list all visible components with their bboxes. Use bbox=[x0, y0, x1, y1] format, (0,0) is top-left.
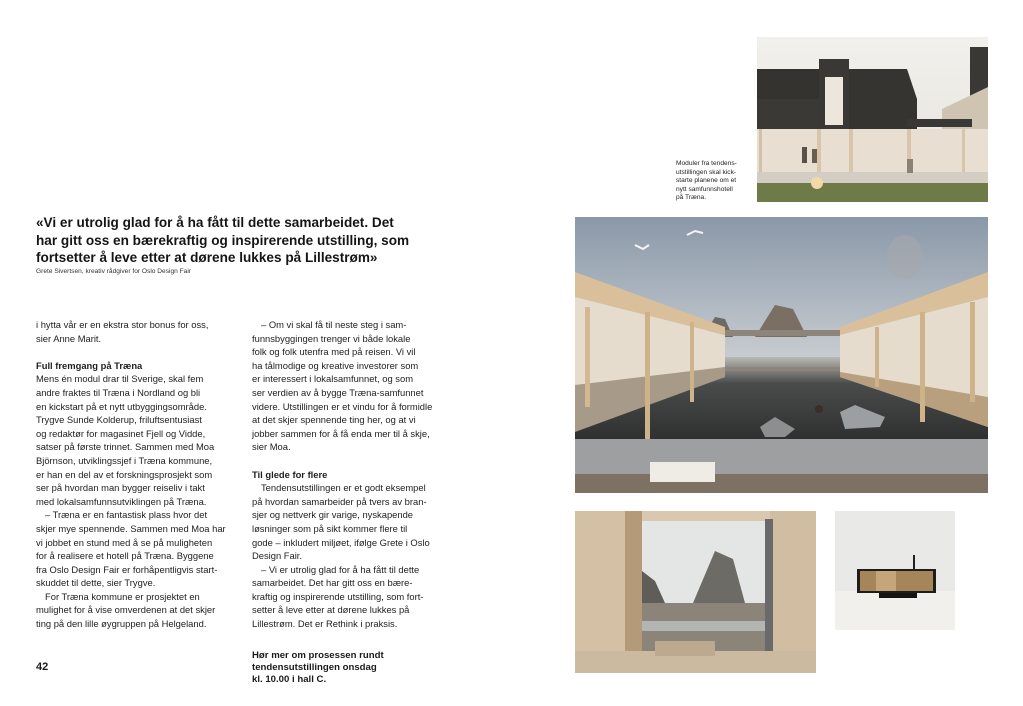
quote-attribution: Grete Sivertsen, kreativ rådgiver for Oslo Design Fair bbox=[36, 268, 192, 275]
text-line: setter å leve etter at dørene lukkes på bbox=[252, 604, 410, 616]
text-line: Mens én modul drar til Sverige, skal fem bbox=[36, 373, 204, 385]
caption-line: utstillingen skal kick- bbox=[676, 168, 737, 176]
text-line: vi jobbet en stund med å se på muligheten bbox=[36, 536, 213, 548]
text-line: gode – inkludert miljøet, ifølge Grete i Oslo bbox=[252, 536, 430, 548]
text-line: i hytta vår er en ekstra stor bonus for oss, bbox=[36, 319, 209, 330]
pull-quote-line: har gitt oss en bærekraftig og inspirerende utstilling, som bbox=[36, 232, 410, 248]
article-column-2 bbox=[252, 318, 457, 631]
text-line: videre. Utstillingen er et vindu for å formidle bbox=[252, 400, 433, 412]
text-line: og redaktør for magasinet Fjell og Vidde, bbox=[36, 427, 206, 439]
text-line: For Træna kommune er prosjektet en bbox=[45, 590, 200, 602]
text-line: funnsbyggingen trenger vi både lokale bbox=[252, 332, 411, 344]
text-line: samarbeidet. Det har gitt oss en bære- bbox=[252, 577, 413, 589]
text-line: ha tålmodige og kreative investorer som bbox=[252, 359, 419, 371]
callout-line: kl. 10.00 i hall C. bbox=[252, 674, 327, 686]
pull-quote bbox=[36, 214, 416, 267]
text-line: ting på den lille øygruppen på Helgeland. bbox=[36, 618, 207, 630]
section-heading: Til glede for flere bbox=[252, 468, 328, 480]
text-line: at det skjer spennende ting her, og at vi bbox=[252, 414, 416, 426]
text-line: kraftig og inspirerende utstilling, som fort- bbox=[252, 590, 424, 602]
callout-line: Hør mer om prosessen rundt bbox=[252, 650, 384, 661]
text-line: satser på første trinnet. Sammen med Moa bbox=[36, 441, 215, 453]
caption-line: Moduler fra tendens- bbox=[676, 160, 737, 167]
text-line: Tendensutstillingen er et godt eksempel bbox=[261, 482, 426, 494]
text-line: Design Fair. bbox=[252, 550, 303, 562]
text-line: sjer og nettverk gir varige, nyskapende bbox=[252, 509, 414, 521]
text-line: ser på hvordan man bygger reiseliv i takt bbox=[36, 482, 205, 494]
photo-window-view bbox=[575, 511, 816, 673]
text-line: løsninger som på sikt kommer flere til bbox=[252, 522, 408, 534]
text-line: sier Anne Marit. bbox=[36, 332, 102, 344]
text-line: folk og folk utenfra med på reisen. Vi vil bbox=[252, 346, 416, 358]
page-number: 42 bbox=[36, 661, 49, 673]
image-caption bbox=[676, 160, 758, 203]
article-column-1 bbox=[36, 318, 241, 631]
text-line: skuddet til dette, sier Trygve. bbox=[36, 577, 156, 589]
caption-line: starte planene om et bbox=[676, 177, 737, 185]
text-line: Lillestrøm. Det er Rethink i praksis. bbox=[252, 618, 398, 630]
text-line: mulighet for å vise omverdenen at det skjer bbox=[36, 604, 216, 616]
text-line: en kickstart på et nytt utbyggingsområde. bbox=[36, 400, 207, 412]
pull-quote-line: fortsetter å leve etter at dørene lukkes på Lillestrøm» bbox=[36, 250, 378, 265]
text-line: Björnson, utviklingssjef i Træna kommune, bbox=[36, 454, 213, 466]
text-line: fra Oslo Design Fair er forhåpentligvis start- bbox=[36, 563, 218, 575]
event-callout bbox=[252, 650, 452, 687]
text-line: er han en del av et forskningsprosjekt som bbox=[36, 468, 213, 480]
text-line: er interessert i lokalsamfunnet, og som bbox=[252, 373, 414, 385]
text-line: Trygve Sunde Kolderup, friluftsentusiast bbox=[36, 414, 202, 426]
text-line: med lokalsamfunnsutviklingen på Træna. bbox=[36, 495, 207, 507]
text-line: andre fraktes til Træna i Nordland og bli bbox=[36, 386, 201, 398]
text-line: – Vi er utrolig glad for å ha fått til dette bbox=[261, 563, 420, 575]
text-line: ser verdien av å bygge Træna-samfunnet bbox=[252, 386, 424, 398]
photo-cabin-courtyard bbox=[757, 37, 988, 202]
caption-line: nytt samfunnshotell bbox=[676, 185, 733, 193]
text-line: på hvordan samarbeider på tvers av bran- bbox=[252, 495, 427, 507]
pull-quote-line: «Vi er utrolig glad for å ha fått til dette samarbeidet. Det bbox=[36, 215, 394, 230]
section-heading: Full fremgang på Træna bbox=[36, 359, 143, 371]
caption-line: på Træna. bbox=[676, 194, 707, 202]
photo-furniture-module bbox=[835, 511, 955, 630]
text-line: sier Moa. bbox=[252, 441, 291, 453]
text-line: – Om vi skal få til neste steg i sam- bbox=[261, 319, 407, 330]
text-line: jobber sammen for å få enda mer til å skje, bbox=[252, 427, 430, 439]
callout-line: tendensutstillingen onsdag bbox=[252, 662, 377, 674]
text-line: for å realisere et hotell på Træna. Byggene bbox=[36, 550, 214, 562]
text-line: skjer mye spennende. Sammen med Moa har bbox=[36, 522, 226, 534]
text-line: – Træna er en fantastisk plass hvor det bbox=[45, 509, 208, 521]
photo-water-courtyard bbox=[575, 217, 988, 493]
